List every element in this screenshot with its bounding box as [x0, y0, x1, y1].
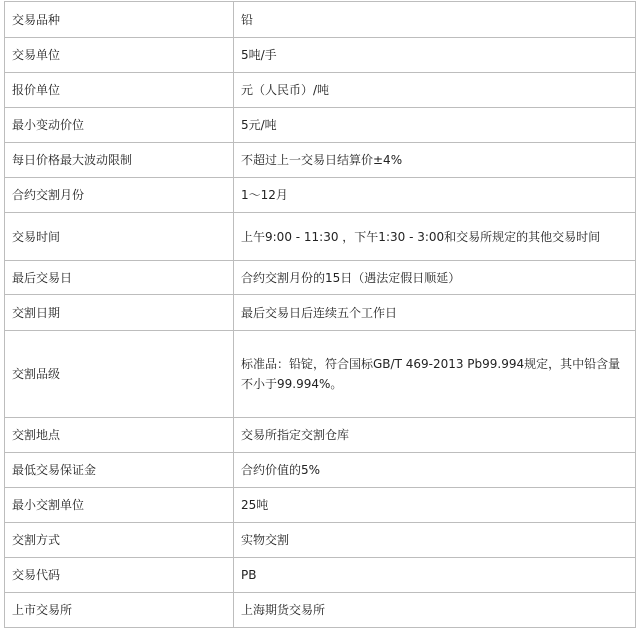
row-value: PB: [234, 558, 636, 593]
row-label: 最后交易日: [5, 261, 234, 295]
row-label: 交易单位: [5, 38, 234, 73]
row-label: 合约交割月份: [5, 178, 234, 213]
row-label: 交易品种: [5, 2, 234, 38]
row-label: 报价单位: [5, 73, 234, 108]
table-row: [5, 295, 636, 331]
table-row: [5, 38, 636, 73]
table-row: [5, 488, 636, 523]
table-row: [5, 418, 636, 453]
row-label: 交割品级: [5, 331, 234, 418]
row-label: 上市交易所: [5, 593, 234, 628]
table-row: [5, 593, 636, 628]
table-row: [5, 143, 636, 178]
row-value: 5吨/手: [234, 38, 636, 73]
row-value: 上午9:00 - 11:30 ，下午1:30 - 3:00和交易所规定的其他交易时间: [234, 213, 636, 261]
table-row: [5, 261, 636, 295]
row-value: 元（人民币）/吨: [234, 73, 636, 108]
row-value: 1～12月: [234, 178, 636, 213]
row-value: 5元/吨: [234, 108, 636, 143]
table-row: [5, 331, 636, 418]
table-row: [5, 108, 636, 143]
table-row: [5, 213, 636, 261]
row-value: 不超过上一交易日结算价±4%: [234, 143, 636, 178]
row-label: 交割地点: [5, 418, 234, 453]
row-label: 最小变动价位: [5, 108, 234, 143]
row-value: 标准品：铅锭，符合国标GB/T 469-2013 Pb99.994规定，其中铅含量不小于99.994%。: [234, 331, 636, 418]
table-row: [5, 558, 636, 593]
row-value: 25吨: [234, 488, 636, 523]
table-row: [5, 73, 636, 108]
contract-spec-table: [4, 1, 636, 628]
row-value: 合约交割月份的15日（遇法定假日顺延）: [234, 261, 636, 295]
row-label: 交割方式: [5, 523, 234, 558]
table-row: [5, 2, 636, 38]
row-label: 交易代码: [5, 558, 234, 593]
row-label: 最小交割单位: [5, 488, 234, 523]
table-row: [5, 453, 636, 488]
row-value: 最后交易日后连续五个工作日: [234, 295, 636, 331]
row-value: 上海期货交易所: [234, 593, 636, 628]
row-value: 实物交割: [234, 523, 636, 558]
row-label: 最低交易保证金: [5, 453, 234, 488]
row-label: 每日价格最大波动限制: [5, 143, 234, 178]
row-value: 铅: [234, 2, 636, 38]
row-label: 交易时间: [5, 213, 234, 261]
table-row: [5, 523, 636, 558]
row-label: 交割日期: [5, 295, 234, 331]
row-value: 交易所指定交割仓库: [234, 418, 636, 453]
row-value: 合约价值的5%: [234, 453, 636, 488]
table-row: [5, 178, 636, 213]
